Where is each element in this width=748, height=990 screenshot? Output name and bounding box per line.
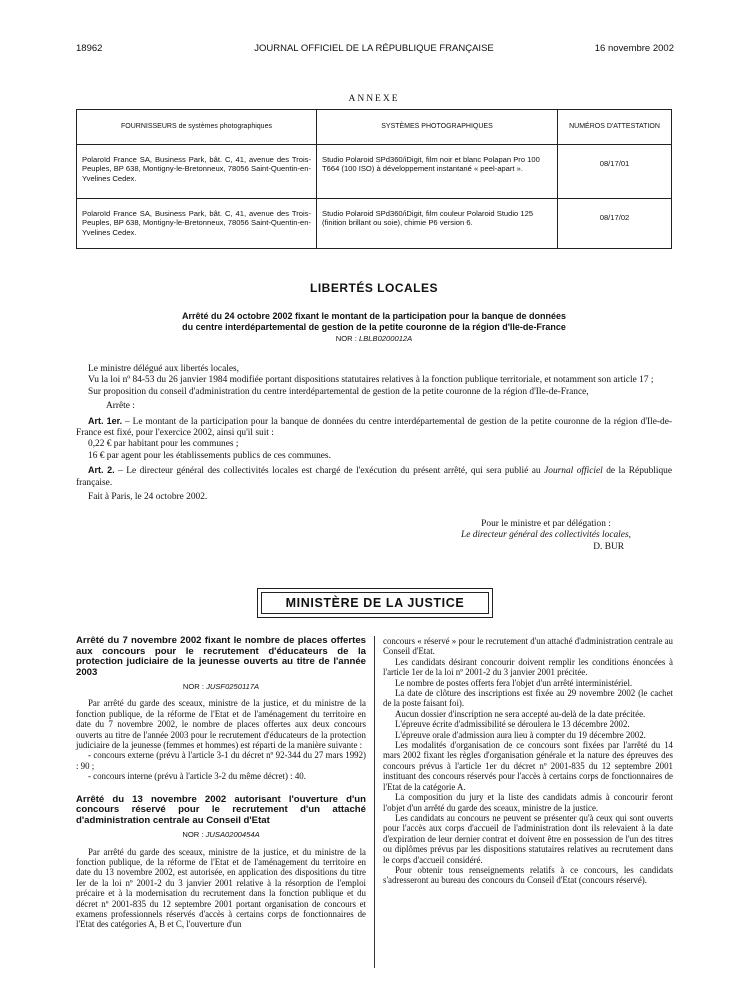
attestation-cell: 08/17/02 [558, 199, 672, 249]
section-title-libertes: LIBERTÉS LOCALES [309, 281, 438, 295]
fait-line: Fait à Paris, le 24 octobre 2002. [88, 492, 208, 503]
list-item: 16 € par agent pour les établissements publics de ces communes. [88, 450, 331, 461]
nor-label: NOR : [182, 682, 204, 691]
arrete-title-line: du centre interdépartemental de gestion de la petite couronne de la région d'Ile-de-France [182, 321, 566, 332]
article-text: – Le directeur général des collectivités locales est chargé de l'exécution du présent arrêté, qui sera publié au [118, 466, 541, 477]
paragraph: Les candidats au concours ne peuvent se présenter qu'à ceux qui sont ouverts pour l'accès aux corps d'accueil de l'administration dont ils relevaient à la date d'expiration de leur dernier contrat et doivent être en possession de l'un des titres ou diplômes prévus par les dispositions statutaires relatives au recrutement dans le corps d'accueil considéré. [383, 812, 673, 865]
signature-block [420, 519, 672, 553]
paragraph: Le ministre délégué aux libertés locales, [88, 364, 239, 374]
nor-label: NOR : [335, 334, 357, 343]
arrete-title: Arrêté du 7 novembre 2002 fixant le nombre de places offertes aux concours pour le recrutement d'éducateurs de la protection judiciaire de la jeunesse ouverts au titre de l'année 2003 [76, 635, 366, 678]
section-title-justice: MINISTÈRE DE LA JUSTICE [261, 592, 489, 614]
paragraph: Aucun dossier d'inscription ne sera accepté au-delà de la date précitée. [395, 708, 646, 719]
right-column [383, 636, 673, 886]
section-title-box [257, 588, 493, 618]
list-item: 0,22 € par habitant pour les communes ; [88, 439, 239, 450]
annexe-table [76, 109, 672, 249]
arrete-title-line: Arrêté du 24 octobre 2002 fixant le montant de la participation pour la banque de données [181, 311, 567, 321]
paragraph: Sur proposition du conseil d'administration du centre interdépartemental de gestion de la petite couronne de la région d'Ile-de-France, [88, 386, 589, 397]
article-label: Art. 2. [88, 465, 115, 476]
article-text: – Le montant de la participation pour la banque de données du centre interdépartemental de gestion de la petite couronne de la région d'Ile-de-France est fixé, pour l'exercice 2002, ainsi qu'il suit : [76, 416, 672, 439]
paragraph: La date de clôture des inscriptions est fixée au 29 novembre 2002 (le cachet de la poste faisant foi). [383, 688, 673, 709]
paragraph: Pour obtenir tous renseignements relatifs à ce concours, les candidats s'adresseront au bureau des concours du Conseil d'Etat (concours réservé). [383, 864, 673, 886]
paragraph: Les candidats désirant concourir doivent remplir les conditions énoncées à l'article 1er de la loi nº 2001-2 du 3 janvier 2001 précitée. [383, 656, 673, 678]
paragraph: Le nombre de postes offerts fera l'objet d'un arrêté interministériel. [395, 677, 633, 688]
nor-line [76, 334, 672, 345]
arrete-title [76, 311, 672, 345]
paragraph: Par arrêté du garde des sceaux, ministre de la justice, et du ministre de la fonction publique, de la réforme de l'Etat et de l'aménagement du territoire en date du 7 novembre 2002, le nombre de places offertes aux deux concours ouverts au titre de l'année 2003 pour le recrutement d'éducateurs de la protection judiciaire de la jeunesse (femmes et hommes) est réparti de la manière suivante : [76, 698, 366, 751]
list-item: - concours externe (prévu à l'article 3-1 du décret nº 92-344 du 27 mars 1992) : 90 ; [76, 750, 366, 771]
left-column [76, 636, 366, 930]
nor-label: NOR : [182, 830, 204, 840]
paragraph: Par arrêté du garde des sceaux, ministre de la justice, et du ministre de la fonction publique, de la réforme de l'Etat et de l'aménagement du territoire en date du 13 novembre 2002, est autorisée, en application des dispositions du titre Ier de la loi nº 2001-2 du 3 janvier 2001 relative à la résorption de l'emploi précaire et à la modernisation du recrutement dans la fonction publique et du décret nº 2001-835 du 12 septembre 2001 portant organisation de concours et examens professionnels réservés d'accès à certains corps de fonctionnaires de l'Etat des catégories A, B et C, l'ouverture d'un [76, 846, 366, 930]
signature-line: Pour le ministre et par délégation : [481, 519, 611, 529]
paragraph: La composition du jury et la liste des candidats admis à concourir feront l'objet d'un arrêté du garde des sceaux, ministre de la justice. [383, 792, 673, 813]
nor-code: JUSF0250117A [206, 682, 260, 691]
page-date: 16 novembre 2002 [594, 43, 674, 54]
table-header-row [77, 110, 672, 145]
article-2 [76, 465, 672, 489]
nor-code: JUSA0200454A [205, 830, 260, 840]
page-number: 18962 [76, 43, 103, 54]
article-label: Art. 1er. [88, 415, 123, 426]
arrete-body [76, 364, 672, 503]
journal-title: JOURNAL OFFICIEL DE LA RÉPUBLIQUE FRANÇAISE [254, 43, 494, 54]
annexe-title: ANNEXE [348, 94, 400, 104]
signature-line: Le directeur général des collectivités locales, [461, 530, 631, 541]
nor-code: LBLB0200012A [359, 334, 413, 343]
supplier-cell: Polaroïd France SA, Business Park, bât. C, 41, avenue des Trois-Peuples, BP 638, Montigny-le-Bretonneux, 78056 Saint-Quentin-en-Yvelines Cedex. [77, 199, 317, 249]
table-row [77, 199, 672, 249]
system-cell: Studio Polaroid SPd360/iDigit, film noir et blanc Polapan Pro 100 T664 (100 ISO) à développement instantané « peel-apart ». [317, 145, 558, 199]
table-row [77, 145, 672, 199]
list-item: - concours interne (prévu à l'article 3-2 du même décret) : 40. [88, 771, 306, 782]
nor-line [76, 830, 366, 840]
paragraph: concours « réservé » pour le recrutement d'un attaché d'administration centrale au Conseil d'Etat. [383, 636, 673, 657]
column-divider [374, 636, 375, 968]
column-header: SYSTÈMES PHOTOGRAPHIQUES [317, 110, 558, 145]
nor-line [76, 682, 366, 692]
column-header: NUMÉROS D'ATTESTATION [558, 110, 672, 145]
system-cell: Studio Polaroid SPd360/iDigit, film couleur Polaroid Studio 125 (finition brillant ou soie), chimie P6 version 6. [317, 199, 558, 249]
arrete-title: Arrêté du 13 novembre 2002 autorisant l'ouverture d'un concours réservé pour le recrutement d'un attaché d'administration centrale au Conseil d'Etat [76, 793, 366, 826]
attestation-cell: 08/17/01 [558, 145, 672, 199]
article-1 [76, 416, 672, 440]
paragraph: L'épreuve orale d'admission aura lieu à compter du 19 décembre 2002. [395, 729, 646, 740]
journal-reference: Journal officiel [544, 466, 603, 477]
signature-name: D. BUR [593, 541, 624, 552]
paragraph: L'épreuve écrite d'admissibilité se déroulera le 13 décembre 2002. [395, 719, 630, 730]
article-text: de la République française. [76, 466, 673, 488]
paragraph: Arrête : [106, 401, 135, 412]
paragraph: Vu la loi nº 84-53 du 26 janvier 1984 modifiée portant dispositions statutaires relatives à la fonction publique territoriale, et notamment son article 17 ; [88, 375, 654, 386]
supplier-cell: Polaroïd France SA, Business Park, bât. C, 41, avenue des Trois-Peuples, BP 638, Montigny-le-Bretonneux, 78056 Saint-Quentin-en-Yvelines Cedex. [77, 145, 317, 199]
paragraph: Les modalités d'organisation de ce concours sont fixées par l'arrêté du 14 mars 2002 fixant les règles d'organisation générale et la nature des épreuves des concours prévus à l'article 1er du décret nº 2001-835 du 12 septembre 2001 instituant des concours réservés pour l'accès à certains corps de fonctionnaires de l'Etat de la catégorie A. [383, 740, 673, 792]
column-header: FOURNISSEURS de systèmes photographiques [77, 110, 317, 145]
